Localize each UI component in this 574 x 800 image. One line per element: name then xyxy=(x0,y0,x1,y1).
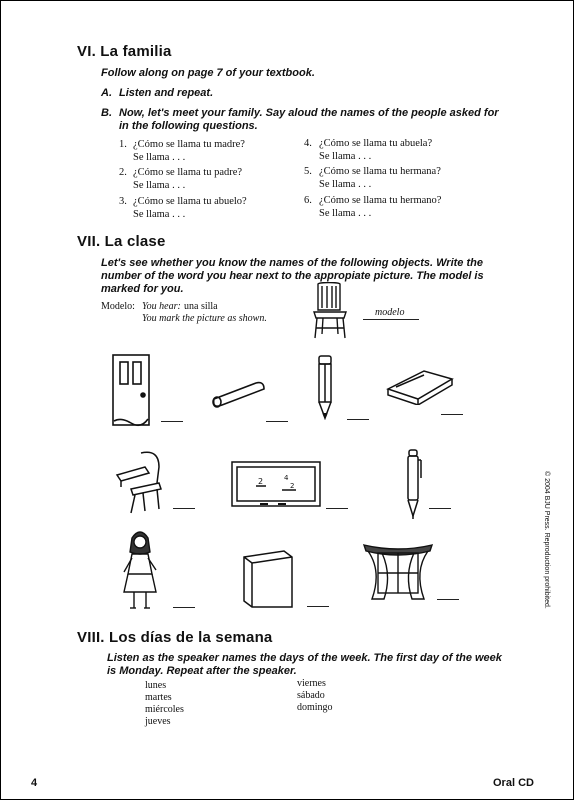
chalkboard-icon xyxy=(230,460,322,510)
day-item: domingo xyxy=(297,702,333,713)
svg-text:4: 4 xyxy=(284,474,289,482)
answer-line-door[interactable] xyxy=(161,421,183,422)
page-number: 4 xyxy=(31,777,38,789)
day-item: martes xyxy=(145,692,172,703)
section-vii-instr-2: number of the word you hear next to the appropiate picture. The model is xyxy=(101,270,484,282)
girl-icon xyxy=(118,528,162,612)
question-text: ¿Cómo se llama tu abuelo? xyxy=(133,196,247,207)
answer-line-window[interactable] xyxy=(437,599,459,600)
question-num: 5. xyxy=(304,166,312,177)
item-a-text: Listen and repeat. xyxy=(119,87,214,99)
day-item: viernes xyxy=(297,678,326,689)
chalk-icon xyxy=(208,379,266,409)
item-b-line1: Now, let's meet your family. Say aloud the names of the people asked for xyxy=(119,107,499,119)
question-answer: Se llama . . . xyxy=(319,179,372,190)
section-vii-instr-3: marked for you. xyxy=(101,283,184,295)
window-icon xyxy=(362,541,434,603)
you-hear-label: You hear: xyxy=(142,301,181,312)
pencil-icon xyxy=(314,354,336,420)
question-answer: Se llama . . . xyxy=(133,180,186,191)
question-answer: Se llama . . . xyxy=(319,208,372,219)
question-text: ¿Cómo se llama tu hermana? xyxy=(319,166,441,177)
section-vii-title: VII. La clase xyxy=(77,233,166,250)
eraser-icon xyxy=(384,369,456,405)
section-vi-intro: Follow along on page 7 of your textbook. xyxy=(101,67,315,79)
modelo-label: Modelo: xyxy=(101,301,135,312)
section-viii-title: VIII. Los días de la semana xyxy=(77,629,273,646)
question-num: 3. xyxy=(119,196,127,207)
question-text: ¿Cómo se llama tu abuela? xyxy=(319,138,433,149)
day-item: lunes xyxy=(145,680,167,691)
day-item: jueves xyxy=(145,716,171,727)
section-vi-title: VI. La familia xyxy=(77,43,172,60)
answer-line-desk[interactable] xyxy=(173,508,195,509)
question-text: ¿Cómo se llama tu hermano? xyxy=(319,195,442,206)
question-num: 1. xyxy=(119,139,127,150)
answer-line-eraser[interactable] xyxy=(441,414,463,415)
question-answer: Se llama . . . xyxy=(319,151,372,162)
una-silla-text: una silla xyxy=(184,301,218,312)
answer-line-chalk[interactable] xyxy=(266,421,288,422)
day-item: miércoles xyxy=(145,704,184,715)
question-num: 6. xyxy=(304,195,312,206)
chair-icon xyxy=(309,282,351,340)
footer-label: Oral CD xyxy=(493,777,534,789)
copyright-notice: © 2004 BJU Press. Reproduction prohibited. xyxy=(543,471,550,609)
item-b-line2: in the following questions. xyxy=(119,120,258,132)
door-icon xyxy=(111,353,151,427)
svg-text:2: 2 xyxy=(290,482,295,490)
modelo-answer: modelo xyxy=(375,307,405,318)
question-answer: Se llama . . . xyxy=(133,152,186,163)
question-text: ¿Cómo se llama tu madre? xyxy=(133,139,245,150)
answer-line-book[interactable] xyxy=(307,606,329,607)
you-mark-text: You mark the picture as shown. xyxy=(142,313,267,324)
day-item: sábado xyxy=(297,690,325,701)
book-icon xyxy=(240,549,296,609)
answer-line-girl[interactable] xyxy=(173,607,195,608)
svg-text:2: 2 xyxy=(258,477,264,486)
section-viii-instr-2: is Monday. Repeat after the speaker. xyxy=(107,665,297,677)
modelo-answer-line xyxy=(363,319,419,320)
question-num: 4. xyxy=(304,138,312,149)
question-num: 2. xyxy=(119,167,127,178)
answer-line-chalkboard[interactable] xyxy=(326,508,348,509)
answer-line-pencil[interactable] xyxy=(347,419,369,420)
pen-icon xyxy=(403,448,423,520)
desk-icon xyxy=(111,449,169,515)
section-viii-instr-1: Listen as the speaker names the days of the week. The first day of the week xyxy=(107,652,502,664)
answer-line-pen[interactable] xyxy=(429,508,451,509)
question-answer: Se llama . . . xyxy=(133,209,186,220)
item-b-letter: B. xyxy=(101,107,112,119)
item-a-letter: A. xyxy=(101,87,112,99)
section-vii-instr-1: Let's see whether you know the names of the following objects. Write the xyxy=(101,257,483,269)
question-text: ¿Cómo se llama tu padre? xyxy=(133,167,243,178)
